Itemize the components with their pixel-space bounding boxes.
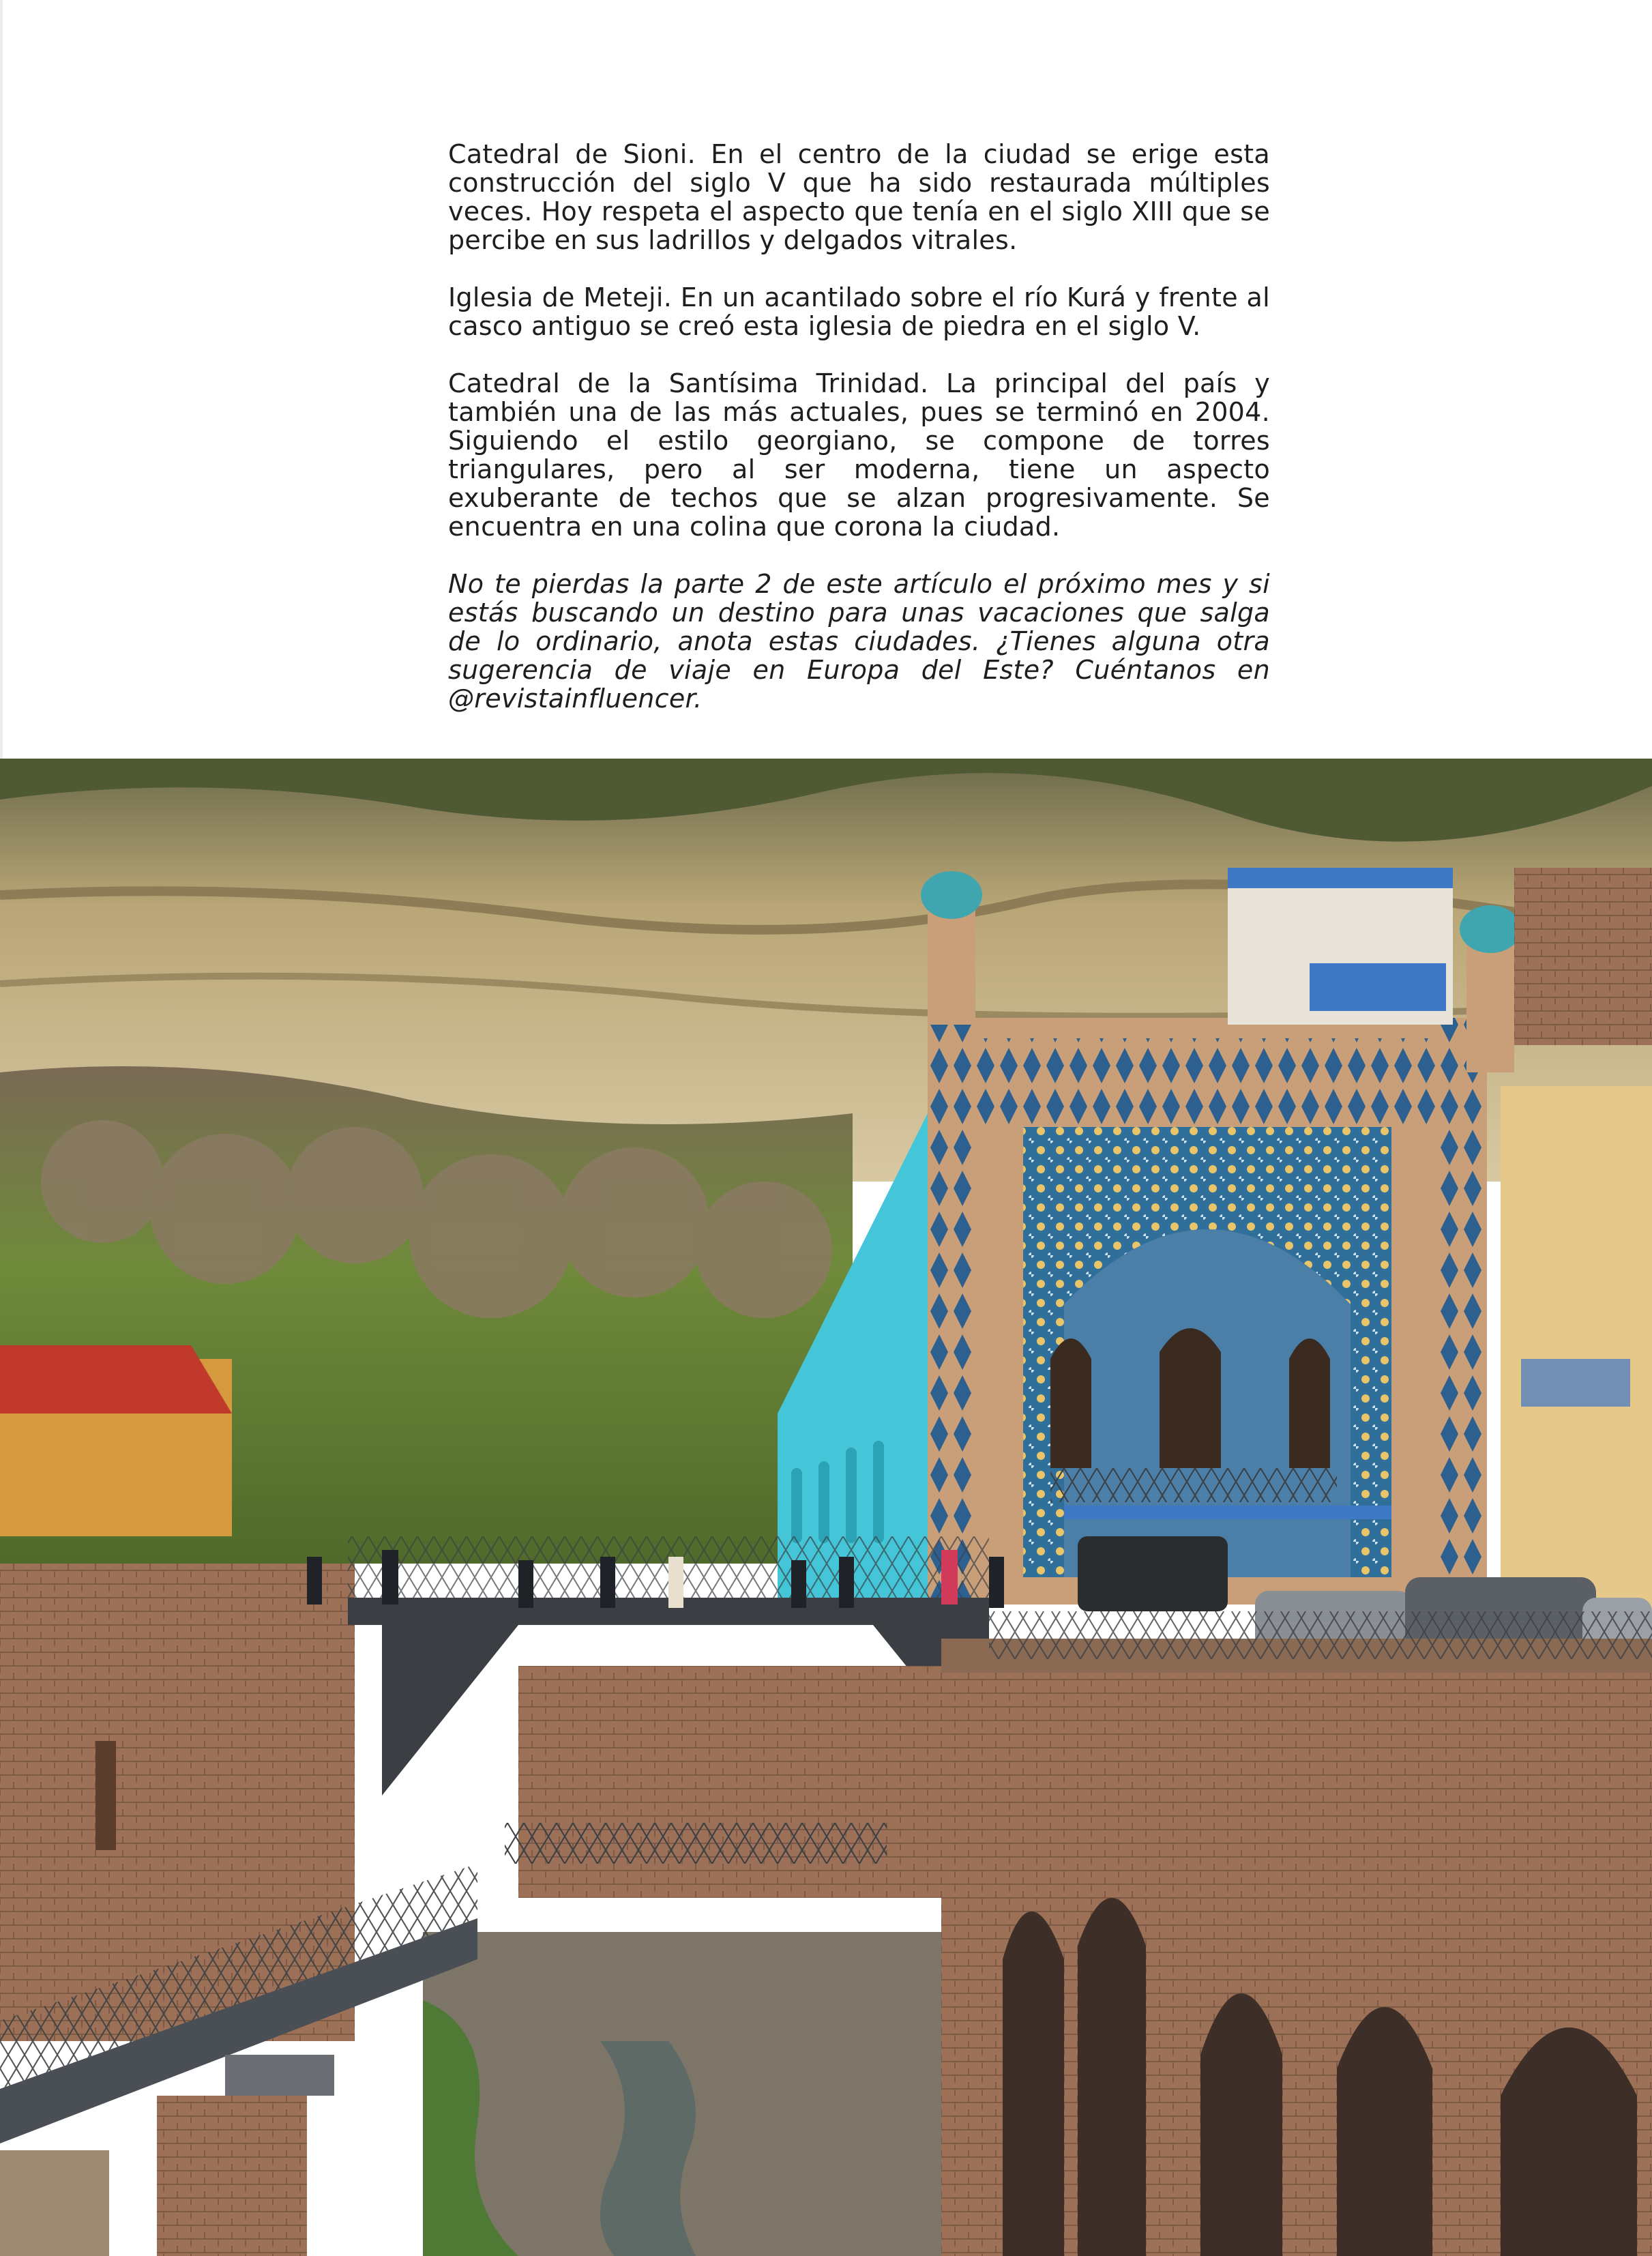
paragraph-meteji-church: Iglesia de Meteji. En un acantilado sobre el río Kurá y frente al casco antiguo se creó esta iglesia de piedra en el siglo V. — [448, 282, 1270, 341]
tbilisi-old-town-photo — [0, 759, 1652, 2256]
paragraph-trinity-cathedral: Catedral de la Santísima Trinidad. La principal del país y también una de las más actuales, pues se terminó en 2004. Siguiendo el estilo georgiano, se compone de torres triangulares, pero al ser moderna, tiene un aspecto exuberante de techos que se alzan progresivamente. Se encuentra en una colina que corona la ciudad. — [448, 368, 1270, 542]
photo-illustration — [0, 759, 1652, 2256]
article-text — [448, 140, 1270, 713]
paragraph-sioni-cathedral: Catedral de Sioni. En el centro de la ciudad se erige esta construcción del siglo V que ha sido restaurada múltiples veces. Hoy respeta el aspecto que tenía en el siglo XIII que se percibe en sus ladrillos y delgados vitrales. — [448, 139, 1270, 255]
red-roof — [0, 1345, 232, 1413]
page-edge-rule — [0, 0, 3, 759]
closing-italic-note: No te pierdas la parte 2 de este artículo el próximo mes y si estás buscando un destino para unas vacaciones que salga de lo ordinario, anota estas ciudades. ¿Tienes alguna otra sugerencia de viaje en Europa del Este? Cuéntanos en @revistainfluencer. — [448, 569, 1270, 714]
left-minaret — [921, 871, 982, 1025]
right-minaret — [1460, 905, 1521, 1072]
